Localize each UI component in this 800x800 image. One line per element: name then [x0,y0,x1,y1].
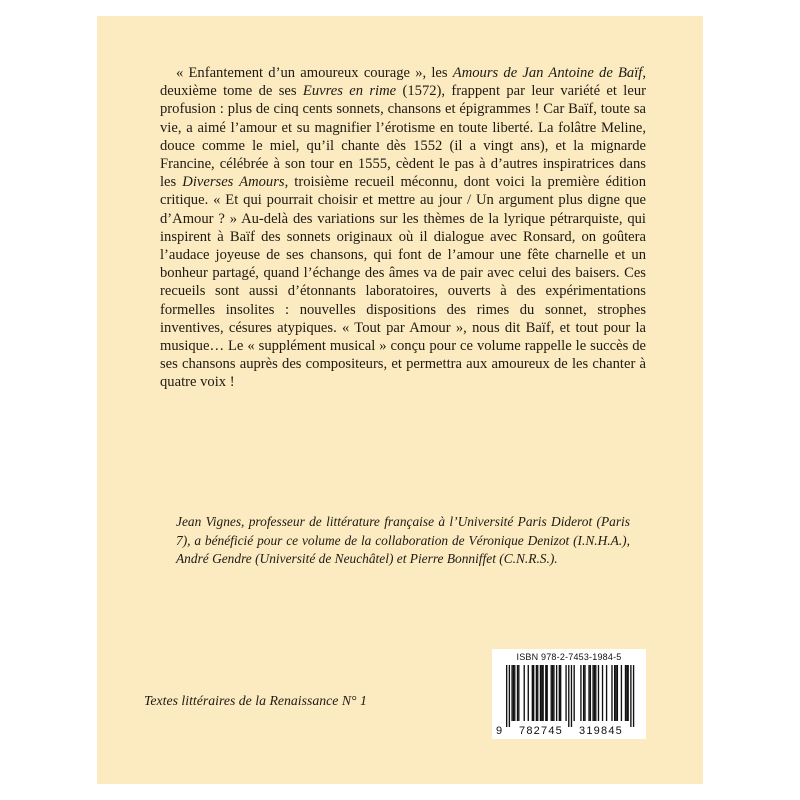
barcode-bar [628,665,629,721]
series-title: Textes littéraires de la Renaissance N° 1 [144,693,367,708]
barcode-bar [615,665,616,721]
barcode-first-digit: 9 [495,725,503,737]
barcode-bar [524,665,525,721]
barcode-bar [621,665,622,721]
barcode-bar [542,665,543,721]
barcode-bar [536,665,537,721]
work-title: Euvres en rime [302,83,397,100]
blurb-segment: , troisième recueil méconnu, dont voici la première édition critique. « Et qui pourrait choisir et mettre au jour / Un argument plus digne que d’Amour ? » Au-delà des variations sur les thèmes de la lyrique pétrarquiste, qui inspirent à Baïf des sonnets originaux où il dialogue avec Ronsard, on goûtera l’audace joyeuse de ses chansons, qui font de l’amour une fête charnelle et un bonheur partagé, quand l’échange des âmes va de pair avec celui des baisers. Ces recueils sont aussi d’étonnants laboratoires, ouverts à des expérimentations formelles insolites : nouvelles dispositions des rimes du sonnet, strophes inventives, césures atypiques. « Tout par Amour », nous dit Baïf, et tout pour la musique… Le « supplément musical » conçu pour ce volume rappelle le succès de ses chansons auprès des compositeurs, et permettra aux amoureux de les chanter à quatre voix ! [160,174,646,391]
barcode-bar [583,665,584,721]
barcode-bar [533,665,534,721]
barcode-bar [518,665,519,721]
barcode-bar [506,665,507,727]
barcode-bar [517,665,518,721]
barcode-bar [540,665,541,721]
barcode-panel [492,649,646,739]
blurb-paragraph [160,64,646,392]
barcode-bar [626,665,627,721]
barcode-bar [592,665,593,721]
barcode-bar [602,665,603,721]
collection-title: Diverses Amours [182,174,285,191]
barcode-bar [594,665,595,721]
barcode-bar [633,665,634,727]
barcode-bar [590,665,591,721]
barcode-left-digits: 782745 [519,725,563,737]
barcode-bar [584,665,585,721]
barcode-bar [552,665,553,721]
barcode-bar [617,665,618,721]
blurb-segment: « Enfantement d’un amoureux courage », les [176,65,453,81]
barcode-right-digits: 319845 [579,725,623,737]
barcode-bar [541,665,542,721]
barcode-bar [568,665,569,727]
barcode-bar [598,665,599,721]
barcode-image [492,665,646,737]
barcode-bar [532,665,533,721]
book-title: Amours de Jan Antoine de Baïf [452,65,643,81]
barcode-bar [559,665,560,721]
barcode-bar [565,665,566,721]
blurb-text [160,64,646,392]
barcode-bar [509,665,510,727]
barcode-bar [560,665,561,721]
barcode-bar [595,665,596,721]
editor-credits: Jean Vignes, professeur de littérature française à l’Université Paris Diderot (Paris 7), a bénéficié pour ce volume de la collaboration de Véronique Denizot (I.N.H.A.), André Gendre (Université de Neuchâtel) et Pierre Bonniffet (C.N.R.S.). [176,514,630,567]
blurb-segment: (1572), frappent par leur variété et leur profusion : plus de cinq cents sonnets, chansons et épigrammes ! Car Baïf, toute sa vie, a aimé l’amour et su magnifier l’érotisme en toute liberté. La folâtre Meline, douce comme le miel, qu’il chante dès 1552 (il a vingt ans), et la mignarde Francine, célébrée à son tour en 1555, cèdent le pas à d’autres inspiratrices dans les [160,83,646,191]
barcode-bar [611,665,612,721]
barcode-bar [580,665,581,721]
barcode-bar [528,665,529,721]
barcode-bar [547,665,548,721]
isbn-label: ISBN 978-2-7453-1984-5 [516,652,622,662]
barcode-bar [571,665,572,727]
barcode-bar [513,665,514,721]
barcode-bar [574,665,575,721]
blurb-segment: , deuxième tome de ses [160,65,646,100]
barcode-bar [588,665,589,721]
barcode-bar [545,665,546,721]
barcode-bar [606,665,607,721]
barcode-bar [556,665,557,721]
barcode-bar [614,665,615,721]
barcode-bar [630,665,631,727]
barcode-bar [511,665,512,721]
barcode-bar [553,665,554,721]
barcode-bar [551,665,552,721]
barcode-bar [537,665,538,721]
barcode-bar [625,665,626,721]
barcode-bar [514,665,515,721]
